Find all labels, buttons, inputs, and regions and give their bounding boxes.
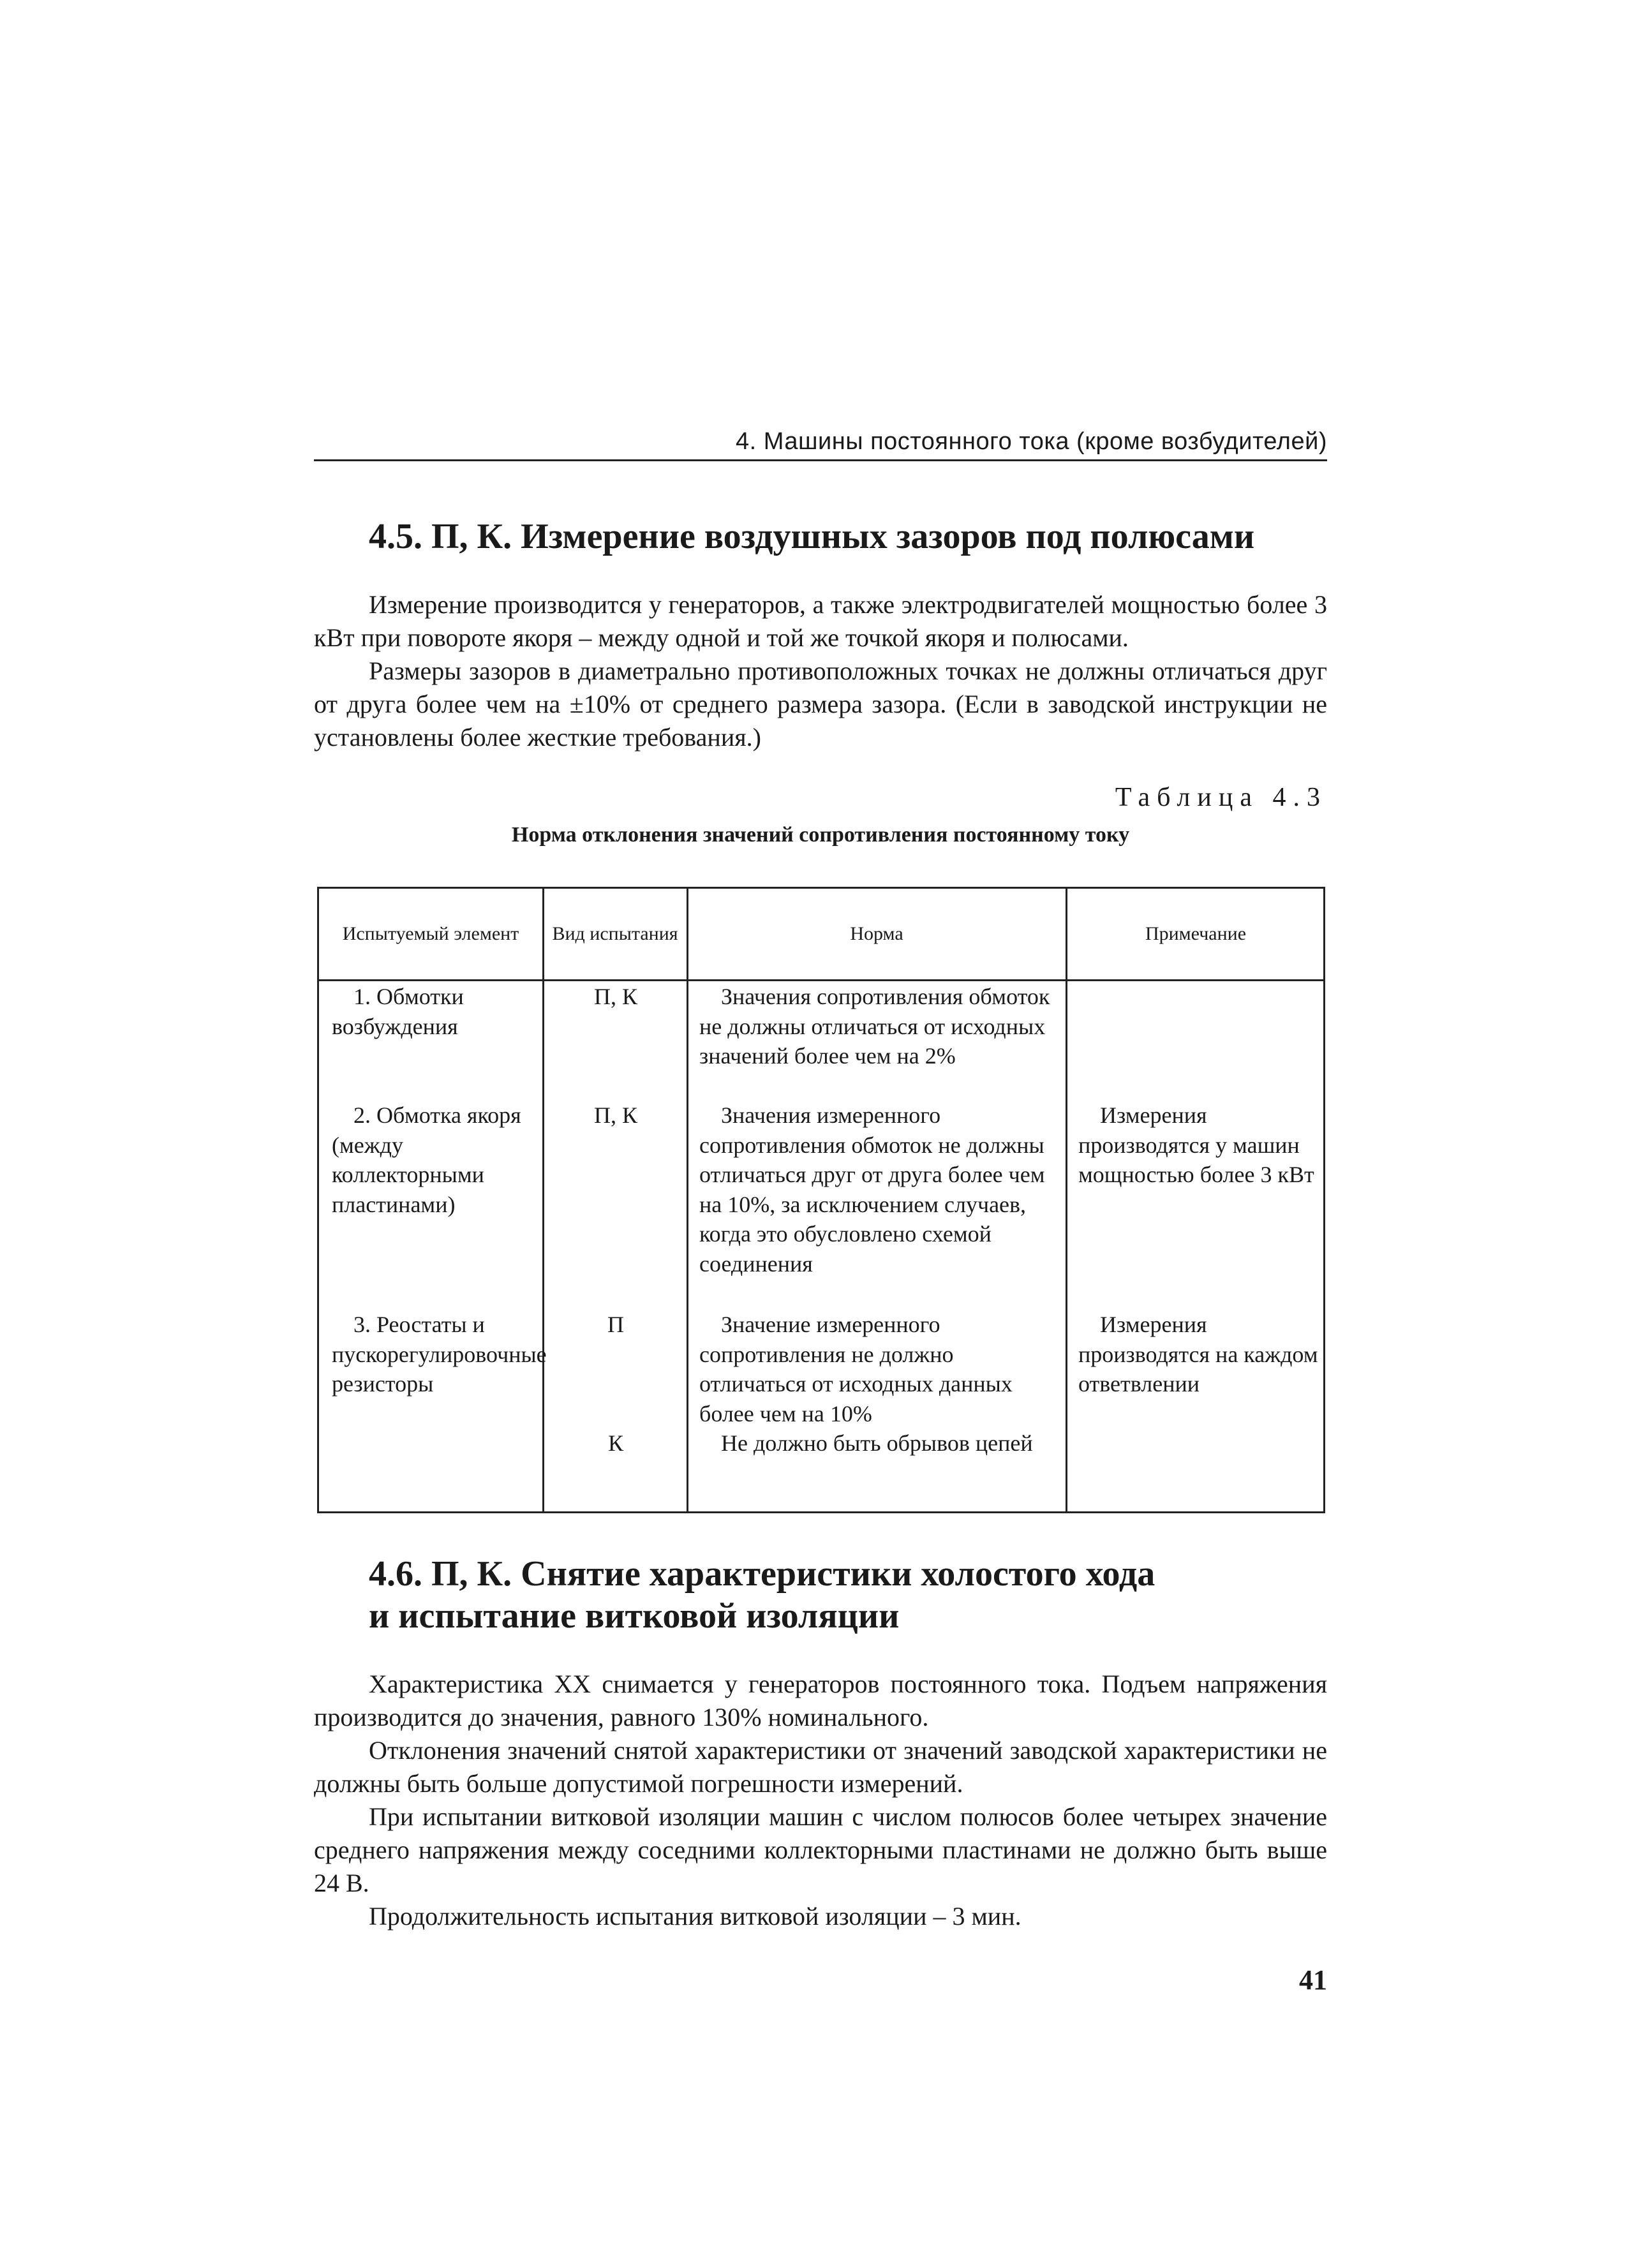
paragraph: При испытании витковой изоляции машин с числом полюсов более четырех значение среднего напряжения между соседними коллекторными пластинами не должно быть выше 24 В.	[314, 1802, 1327, 1897]
table-cell-type: П, К	[593, 984, 637, 1009]
column-header-type: Вид испытания	[552, 923, 678, 944]
paragraph: Отклонения значений снятой характеристики от значений заводской характеристики не должны быть больше допустимой погрешности измерений.	[314, 1736, 1327, 1798]
section-4-6-body	[314, 1668, 1327, 1933]
paragraph: Измерение производится у генераторов, а также электродвигателей мощностью более 3 кВт при повороте якоря – между одной и той же точкой якоря и полюсами.	[314, 590, 1327, 652]
table-cell-note: Измерения производятся на каждом ответвлении	[1078, 1312, 1318, 1397]
column-header-norm: Норма	[850, 923, 903, 944]
table-cell-type: К	[607, 1430, 623, 1456]
paragraph: Характеристика ХХ снимается у генераторов постоянного тока. Подъем напряжения производится до значения, равного 130% номинального.	[314, 1670, 1327, 1731]
table-cell-element: 1. Обмотки возбуждения	[332, 984, 464, 1039]
table-caption: Таблица 4.3	[1115, 783, 1327, 812]
table-cell-element: 2. Обмотка якоря (между коллекторными пластинами)	[332, 1102, 521, 1217]
resistance-table	[317, 887, 1325, 1513]
table-cell-norm: Значение измеренного сопротивления не должно отличаться от исходных данных более чем на 10%	[699, 1312, 1013, 1427]
column-header-note: Примечание	[1145, 923, 1247, 944]
table-cell-norm: Значения сопротивления обмоток не должны отличаться от исходных значений более чем на 2%	[699, 984, 1050, 1069]
table-cell-note: Измерения производятся у машин мощностью более 3 кВт	[1078, 1102, 1314, 1187]
section-4-6-heading	[369, 1553, 1326, 1637]
column-header-element: Испытуемый элемент	[342, 923, 519, 944]
running-header: 4. Машины постоянного тока (кроме возбудителей)	[314, 424, 1327, 461]
page-number: 41	[1299, 1964, 1327, 1996]
heading-line: 4.6. П, К. Снятие характеристики холостого хода	[369, 1554, 1155, 1594]
heading-line: и испытание витковой изоляции	[369, 1596, 900, 1636]
paragraph: Продолжительность испытания витковой изоляции – 3 мин.	[369, 1902, 1022, 1931]
table-title: Норма отклонения значений сопротивления постоянному току	[511, 823, 1130, 847]
table-cell-type: П	[607, 1312, 624, 1337]
column-divider	[1066, 889, 1067, 1511]
paragraph: Размеры зазоров в диаметрально противоположных точках не должны отличаться друг от друга более чем на ±10% от среднего размера зазора. (Если в заводской инструкции не установлены более жесткие требования.)	[314, 656, 1327, 752]
section-4-5-heading: 4.5. П, К. Измерение воздушных зазоров под полюсами	[369, 517, 1255, 556]
table-cell-norm: Значения измеренного сопротивления обмоток не должны отличаться друг от друга более чем на 10%, за исключением случаев, когда это обусловлено схемой соединения	[699, 1102, 1045, 1277]
section-4-5-body	[314, 588, 1327, 754]
table-cell-type: П, К	[593, 1102, 637, 1128]
column-divider	[542, 889, 544, 1511]
column-divider	[687, 889, 688, 1511]
header-divider	[319, 979, 1323, 981]
table-cell-element: 3. Реостаты и пускорегулировочные резисторы	[332, 1312, 547, 1397]
table-cell-norm: Не должно быть обрывов цепей	[721, 1430, 1033, 1456]
